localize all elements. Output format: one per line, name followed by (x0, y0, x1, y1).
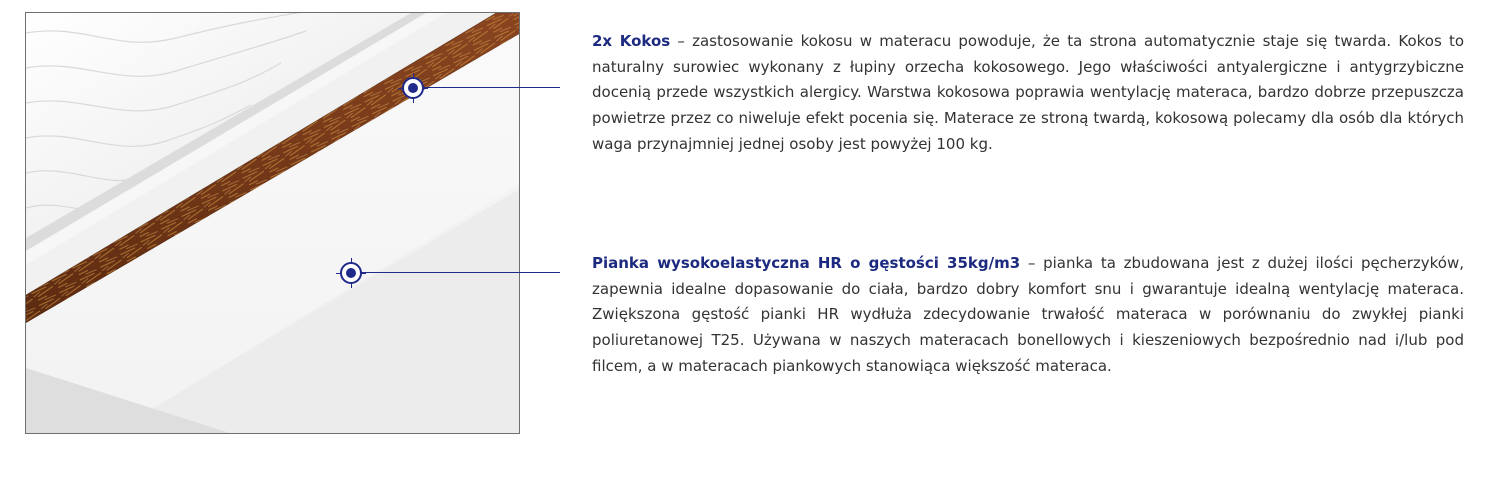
hr-foam-text: – pianka ta zbudowana jest z dużej ilości pęcherzyków, zapewnia idealne dopasowanie do ciała, bardzo dobry komfort snu i gwarantuje idealną wentylację materaca. Zwiększona gęstość pianki HR wydłuża zdecydowanie trwałość materaca w porównaniu do zwykłej pianki poliuretanowej T25. Używana w naszych materacach bonellowych i kieszeniowych bezpośrednio nad i/lub pod filcem, a w materacach piankowych stanowiąca większość materaca. (592, 254, 1464, 375)
hr-foam-title: Pianka wysokoelastyczna HR o gęstości 35kg/m3 (592, 254, 1021, 272)
coconut-layer-title: 2x Kokos (592, 32, 671, 50)
target-marker-icon (340, 262, 362, 284)
target-marker-icon (402, 77, 424, 99)
mattress-cross-section-image (25, 12, 520, 434)
hr-foam-description (592, 251, 1464, 380)
coconut-layer-description (592, 29, 1464, 158)
coconut-callout-line (412, 87, 560, 88)
coconut-layer-text: – zastosowanie kokosu w materacu powoduje, że ta strona automatycznie staje się twarda. Kokos to naturalny surowiec wykonany z łupiny orzecha kokosowego. Jego właściwości antyalergiczne i antygrzybiczne docenią przede wszystkich alergicy. Warstwa kokosowa poprawia wentylację materaca, bardzo dobrze przepuszcza powietrze przez co niweluje efekt pocenia się. Materace ze stroną twardą, kokosową polecamy dla osób dla których waga przynajmniej jednej osoby jest powyżej 100 kg. (592, 32, 1465, 153)
foam-callout-line (350, 272, 560, 273)
